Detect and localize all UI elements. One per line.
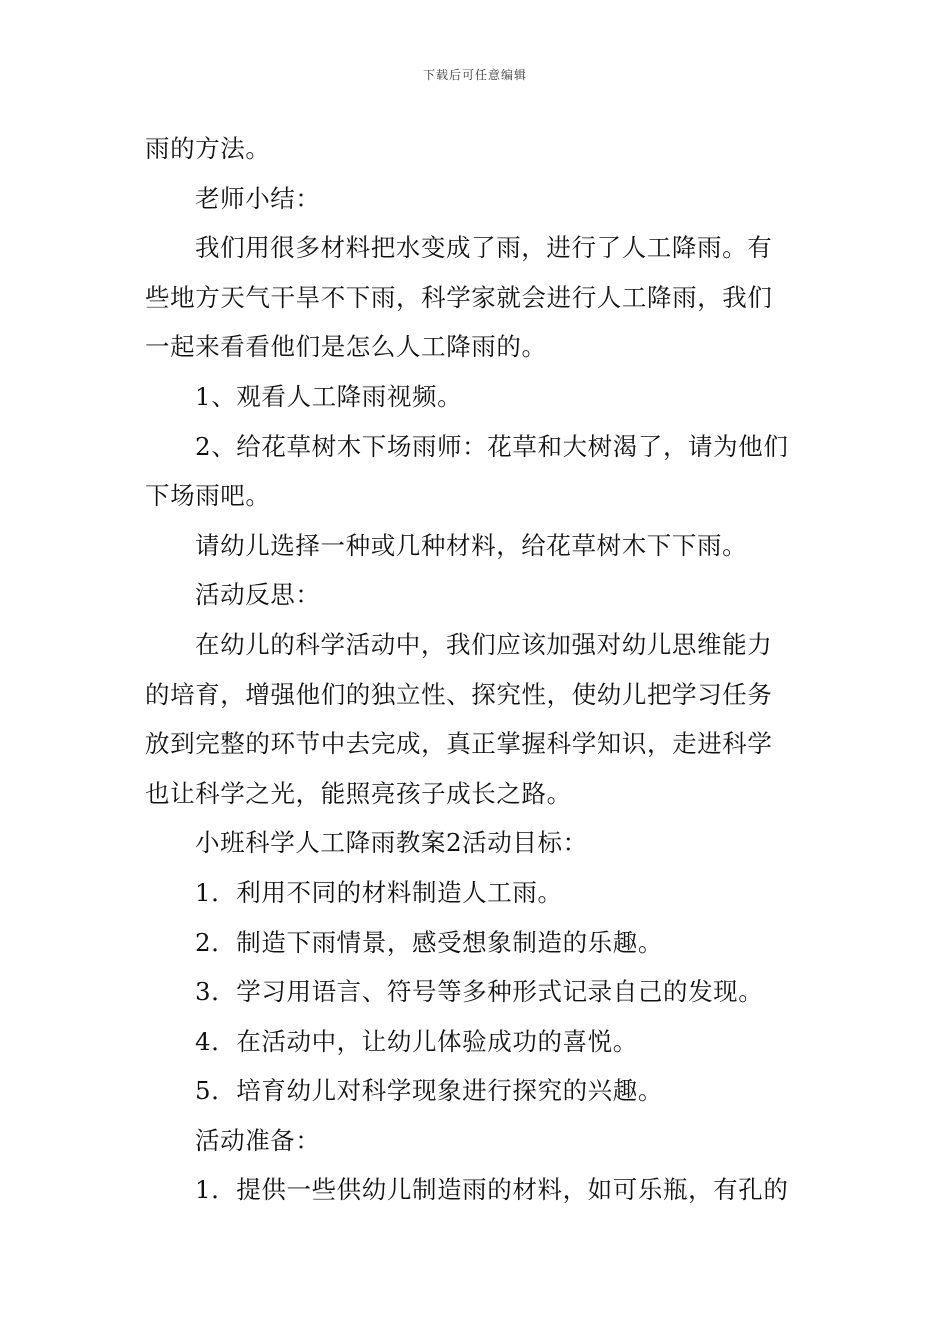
text-line: 1、观看人工降雨视频。 [195, 381, 463, 411]
text-line: 小班科学人工降雨教案2活动目标： [195, 828, 588, 858]
text-line: 雨的方法。 [145, 134, 271, 163]
text-line: 老师小结： [195, 183, 321, 213]
text-line: 2、给花草树木下场雨师：花草和大树渴了，请为他们 [195, 431, 789, 461]
text-line: 1．利用不同的材料制造人工雨。 [195, 877, 563, 907]
text-line: 4．在活动中，让幼儿体验成功的喜悦。 [195, 1026, 638, 1056]
document-body [145, 124, 810, 1215]
text-line: 的培育，增强他们的独立性、探究性，使幼儿把学习任务 [145, 679, 773, 709]
text-line: 活动反思： [195, 580, 321, 610]
text-line: 我们用很多材料把水变成了雨，进行了人工降雨。有 [195, 233, 773, 263]
text-line: 在幼儿的科学活动中，我们应该加强对幼儿思维能力 [195, 629, 773, 659]
text-line: 2．制造下雨情景，感受想象制造的乐趣。 [195, 927, 663, 957]
text-line: 放到完整的环节中去完成，真正掌握科学知识，走进科学 [145, 729, 773, 759]
text-line: 3．学习用语言、符号等多种形式记录自己的发现。 [195, 977, 764, 1007]
text-line: 请幼儿选择一种或几种材料，给花草树木下下雨。 [195, 530, 748, 560]
text-line: 5．培育幼儿对科学现象进行探究的兴趣。 [195, 1076, 663, 1106]
text-line: 也让科学之光，能照亮孩子成长之路。 [145, 778, 572, 808]
text-line: 活动准备： [195, 1125, 321, 1155]
text-line: 1．提供一些供幼儿制造雨的材料，如可乐瓶，有孔的 [195, 1175, 789, 1205]
text-line: 下场雨吧。 [145, 481, 271, 511]
page-header: 下载后可任意编辑 [422, 68, 527, 82]
text-line: 一起来看看他们是怎么人工降雨的。 [145, 332, 547, 362]
text-line: 些地方天气干旱不下雨，科学家就会进行人工降雨，我们 [145, 282, 773, 312]
